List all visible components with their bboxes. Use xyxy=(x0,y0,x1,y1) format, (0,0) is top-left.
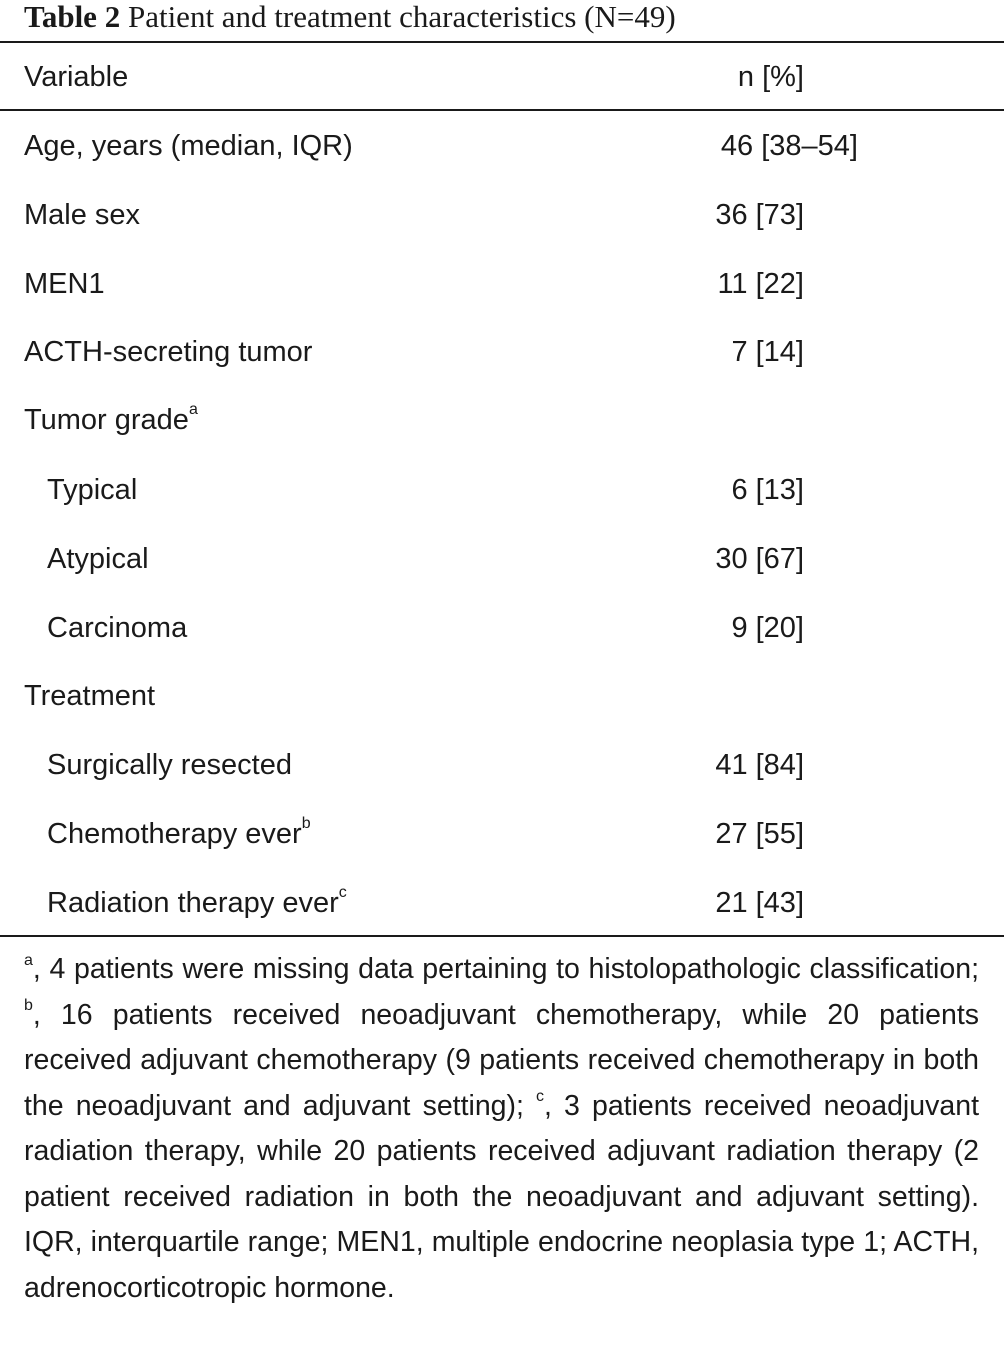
row-value: 11 [22] xyxy=(717,268,804,300)
table-row-male-sex xyxy=(0,198,1004,266)
footnote-mark: b xyxy=(301,815,311,833)
footnote-mark-c: c xyxy=(536,1088,545,1105)
table-row-chemotherapy xyxy=(0,817,1004,885)
table-row-atypical xyxy=(0,542,1004,610)
row-label: Radiation therapy ever$^c$ xyxy=(47,884,347,919)
bottom-rule xyxy=(0,935,1004,937)
table-footnote: $^a$, 4 patients were missing data pertaining to histolopathologic classification; $^b$, 16 patients received neoadjuvant chemotherapy, while 20 patients received adjuvant chemotherapy (9 patients received chemotherapy in both the neoadjuvant and adjuvant setting); $^c$, 3 patients received neoadjuvant radiation therapy, while 20 patients received adjuvant radiation therapy (2 patient received radiation in both the neoadjuvant and adjuvant setting). IQR, interquartile range; MEN1, multiple endocrine neoplasia type 1; ACTH, adrenocorticotropic hormone. xyxy=(24,951,979,1304)
table-number: Table 2 xyxy=(24,0,121,34)
row-label: Treatment xyxy=(24,680,156,712)
row-value: 30 [67] xyxy=(715,543,804,575)
table-row-men1 xyxy=(0,267,1004,335)
table-row-age xyxy=(0,129,1004,197)
row-label: Surgically resected xyxy=(47,749,292,781)
header-rule xyxy=(0,109,1004,111)
table-caption xyxy=(24,0,676,40)
row-label: MEN1 xyxy=(24,268,105,300)
table-title: Patient and treatment characteristics (N=49) xyxy=(127,0,676,34)
table-row-tumor-grade xyxy=(0,403,1004,471)
footnote-mark: c xyxy=(338,884,347,902)
row-label: Male sex xyxy=(24,199,141,231)
row-value: 36 [73] xyxy=(715,199,804,231)
row-value: 46 [38–54] xyxy=(720,130,858,162)
table-row-treatment xyxy=(0,679,1004,747)
top-rule xyxy=(0,41,1004,43)
row-label: Age, years (median, IQR) xyxy=(24,130,353,162)
table-row-typical xyxy=(0,473,1004,541)
row-label: Typical xyxy=(47,474,138,506)
footnote-mark: a xyxy=(188,401,198,419)
row-value: 6 [13] xyxy=(731,474,804,506)
row-value: 7 [14] xyxy=(731,336,804,368)
column-header-row xyxy=(0,60,1004,128)
row-label: Tumor grade$^a$ xyxy=(24,401,198,436)
footnote-mark-b: b xyxy=(24,997,33,1014)
row-value: 41 [84] xyxy=(715,749,804,781)
row-label: ACTH-secreting tumor xyxy=(24,336,313,368)
row-value: 9 [20] xyxy=(731,612,804,644)
row-label: Atypical xyxy=(47,543,149,575)
row-label: Carcinoma xyxy=(47,612,188,644)
table-row-surgically-resected xyxy=(0,748,1004,816)
footnote-mark-a: a xyxy=(24,951,33,969)
row-value: 27 [55] xyxy=(715,818,804,850)
header-value: n [%] xyxy=(737,61,804,93)
row-label: Chemotherapy ever$^b$ xyxy=(47,815,311,850)
header-variable: Variable xyxy=(24,61,129,93)
table-row-carcinoma xyxy=(0,611,1004,679)
row-value: 21 [43] xyxy=(715,887,804,919)
table-row-acth xyxy=(0,335,1004,403)
table-row-radiation xyxy=(0,886,1004,954)
